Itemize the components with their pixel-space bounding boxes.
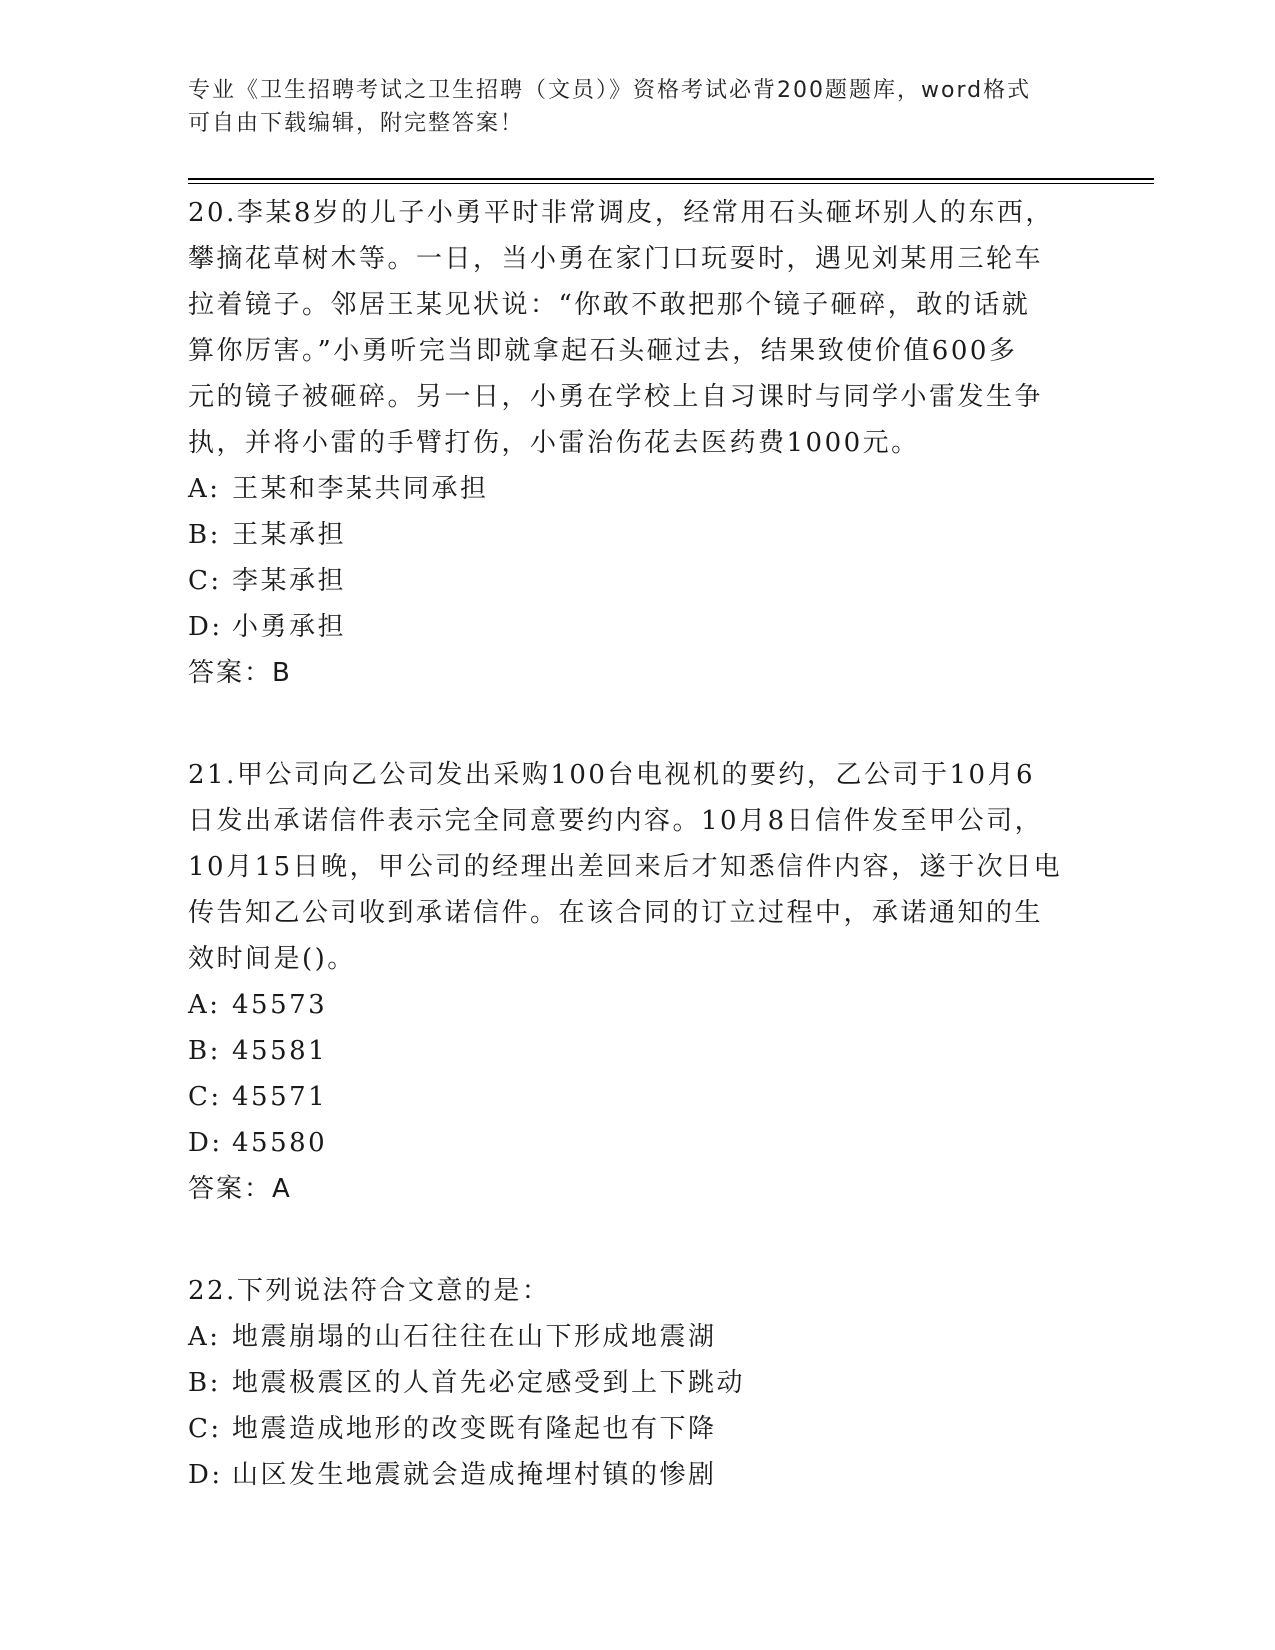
option-d xyxy=(188,604,1088,650)
question-stem-line: 传告知乙公司收到承诺信件。在该合同的订立过程中，承诺通知的生 xyxy=(188,898,1044,928)
header-divider-thick xyxy=(188,178,1154,180)
option-text: 地震崩塌的山石往往在山下形成地震湖 xyxy=(232,1322,717,1352)
option-text: 王某和李某共同承担 xyxy=(232,474,489,504)
question-20 xyxy=(188,190,1088,696)
answer-label: 答案：A xyxy=(188,1174,292,1204)
option-text: 王某承担 xyxy=(232,520,347,550)
question-stem-line: 22.下列说法符合文意的是： xyxy=(188,1276,551,1306)
question-stem-line: 效时间是()。 xyxy=(188,944,356,974)
option-b xyxy=(188,512,1088,558)
option-d xyxy=(188,1452,1088,1498)
header-title-line-2: 可自由下载编辑，附完整答案！ xyxy=(188,111,525,136)
option-key: B: xyxy=(188,520,221,550)
option-key: C: xyxy=(188,1414,222,1444)
option-text: 小勇承担 xyxy=(232,612,347,642)
option-c xyxy=(188,1074,1088,1120)
option-text: 45580 xyxy=(232,1128,328,1158)
question-stem-line: 攀摘花草树木等。一日，当小勇在家门口玩耍时，遇见刘某用三轮车 xyxy=(188,244,1044,274)
question-spacer xyxy=(188,1212,1088,1268)
option-text: 45571 xyxy=(232,1082,328,1112)
option-text: 山区发生地震就会造成掩埋村镇的惨剧 xyxy=(232,1460,717,1490)
option-text: 地震造成地形的改变既有隆起也有下降 xyxy=(232,1414,717,1444)
question-stem-line: 执，并将小雷的手臂打伤，小雷治伤花去医药费1000元。 xyxy=(188,428,920,458)
option-key: D: xyxy=(188,1460,223,1490)
question-stem-line: 日发出承诺信件表示完全同意要约内容。10月8日信件发至甲公司， xyxy=(188,806,1044,836)
option-d xyxy=(188,1120,1088,1166)
option-c xyxy=(188,558,1088,604)
option-a xyxy=(188,982,1088,1028)
option-b xyxy=(188,1360,1088,1406)
option-key: A: xyxy=(188,990,221,1020)
option-key: B: xyxy=(188,1368,221,1398)
header-divider-thin xyxy=(188,183,1154,184)
question-stem-line: 20.李某8岁的儿子小勇平时非常调皮，经常用石头砸坏别人的东西， xyxy=(188,198,1054,228)
option-key: C: xyxy=(188,566,222,596)
option-text: 45581 xyxy=(232,1036,328,1066)
option-b xyxy=(188,1028,1088,1074)
header-title-line-1: 专业《卫生招聘考试之卫生招聘（文员）》资格考试必背200题题库，word格式 xyxy=(188,78,1032,103)
document-header xyxy=(188,74,1088,140)
question-stem-line: 元的镜子被砸碎。另一日，小勇在学校上自习课时与同学小雷发生争 xyxy=(188,382,1044,412)
option-key: D: xyxy=(188,612,223,642)
option-text: 45573 xyxy=(232,990,328,1020)
option-c xyxy=(188,1406,1088,1452)
option-key: C: xyxy=(188,1082,222,1112)
option-text: 李某承担 xyxy=(232,566,347,596)
option-key: B: xyxy=(188,1036,221,1066)
option-key: D: xyxy=(188,1128,223,1158)
question-22 xyxy=(188,1268,1088,1498)
question-stem-line: 21.甲公司向乙公司发出采购100台电视机的要约，乙公司于10月6 xyxy=(188,760,1036,790)
question-stem-line: 算你厉害。”小勇听完当即就拿起石头砸过去，结果致使价值600多 xyxy=(188,336,1018,366)
question-21 xyxy=(188,752,1088,1212)
question-stem-line: 拉着镜子。邻居王某见状说：“你敢不敢把那个镜子砸碎，敢的话就 xyxy=(188,290,1031,320)
option-text: 地震极震区的人首先必定感受到上下跳动 xyxy=(232,1368,746,1398)
option-a xyxy=(188,466,1088,512)
option-a xyxy=(188,1314,1088,1360)
option-key: A: xyxy=(188,474,221,504)
answer-label: 答案：B xyxy=(188,658,292,688)
question-stem-line: 10月15日晚，甲公司的经理出差回来后才知悉信件内容，遂于次日电 xyxy=(188,852,1063,882)
question-spacer xyxy=(188,696,1088,752)
option-key: A: xyxy=(188,1322,221,1352)
question-list xyxy=(188,190,1088,1498)
